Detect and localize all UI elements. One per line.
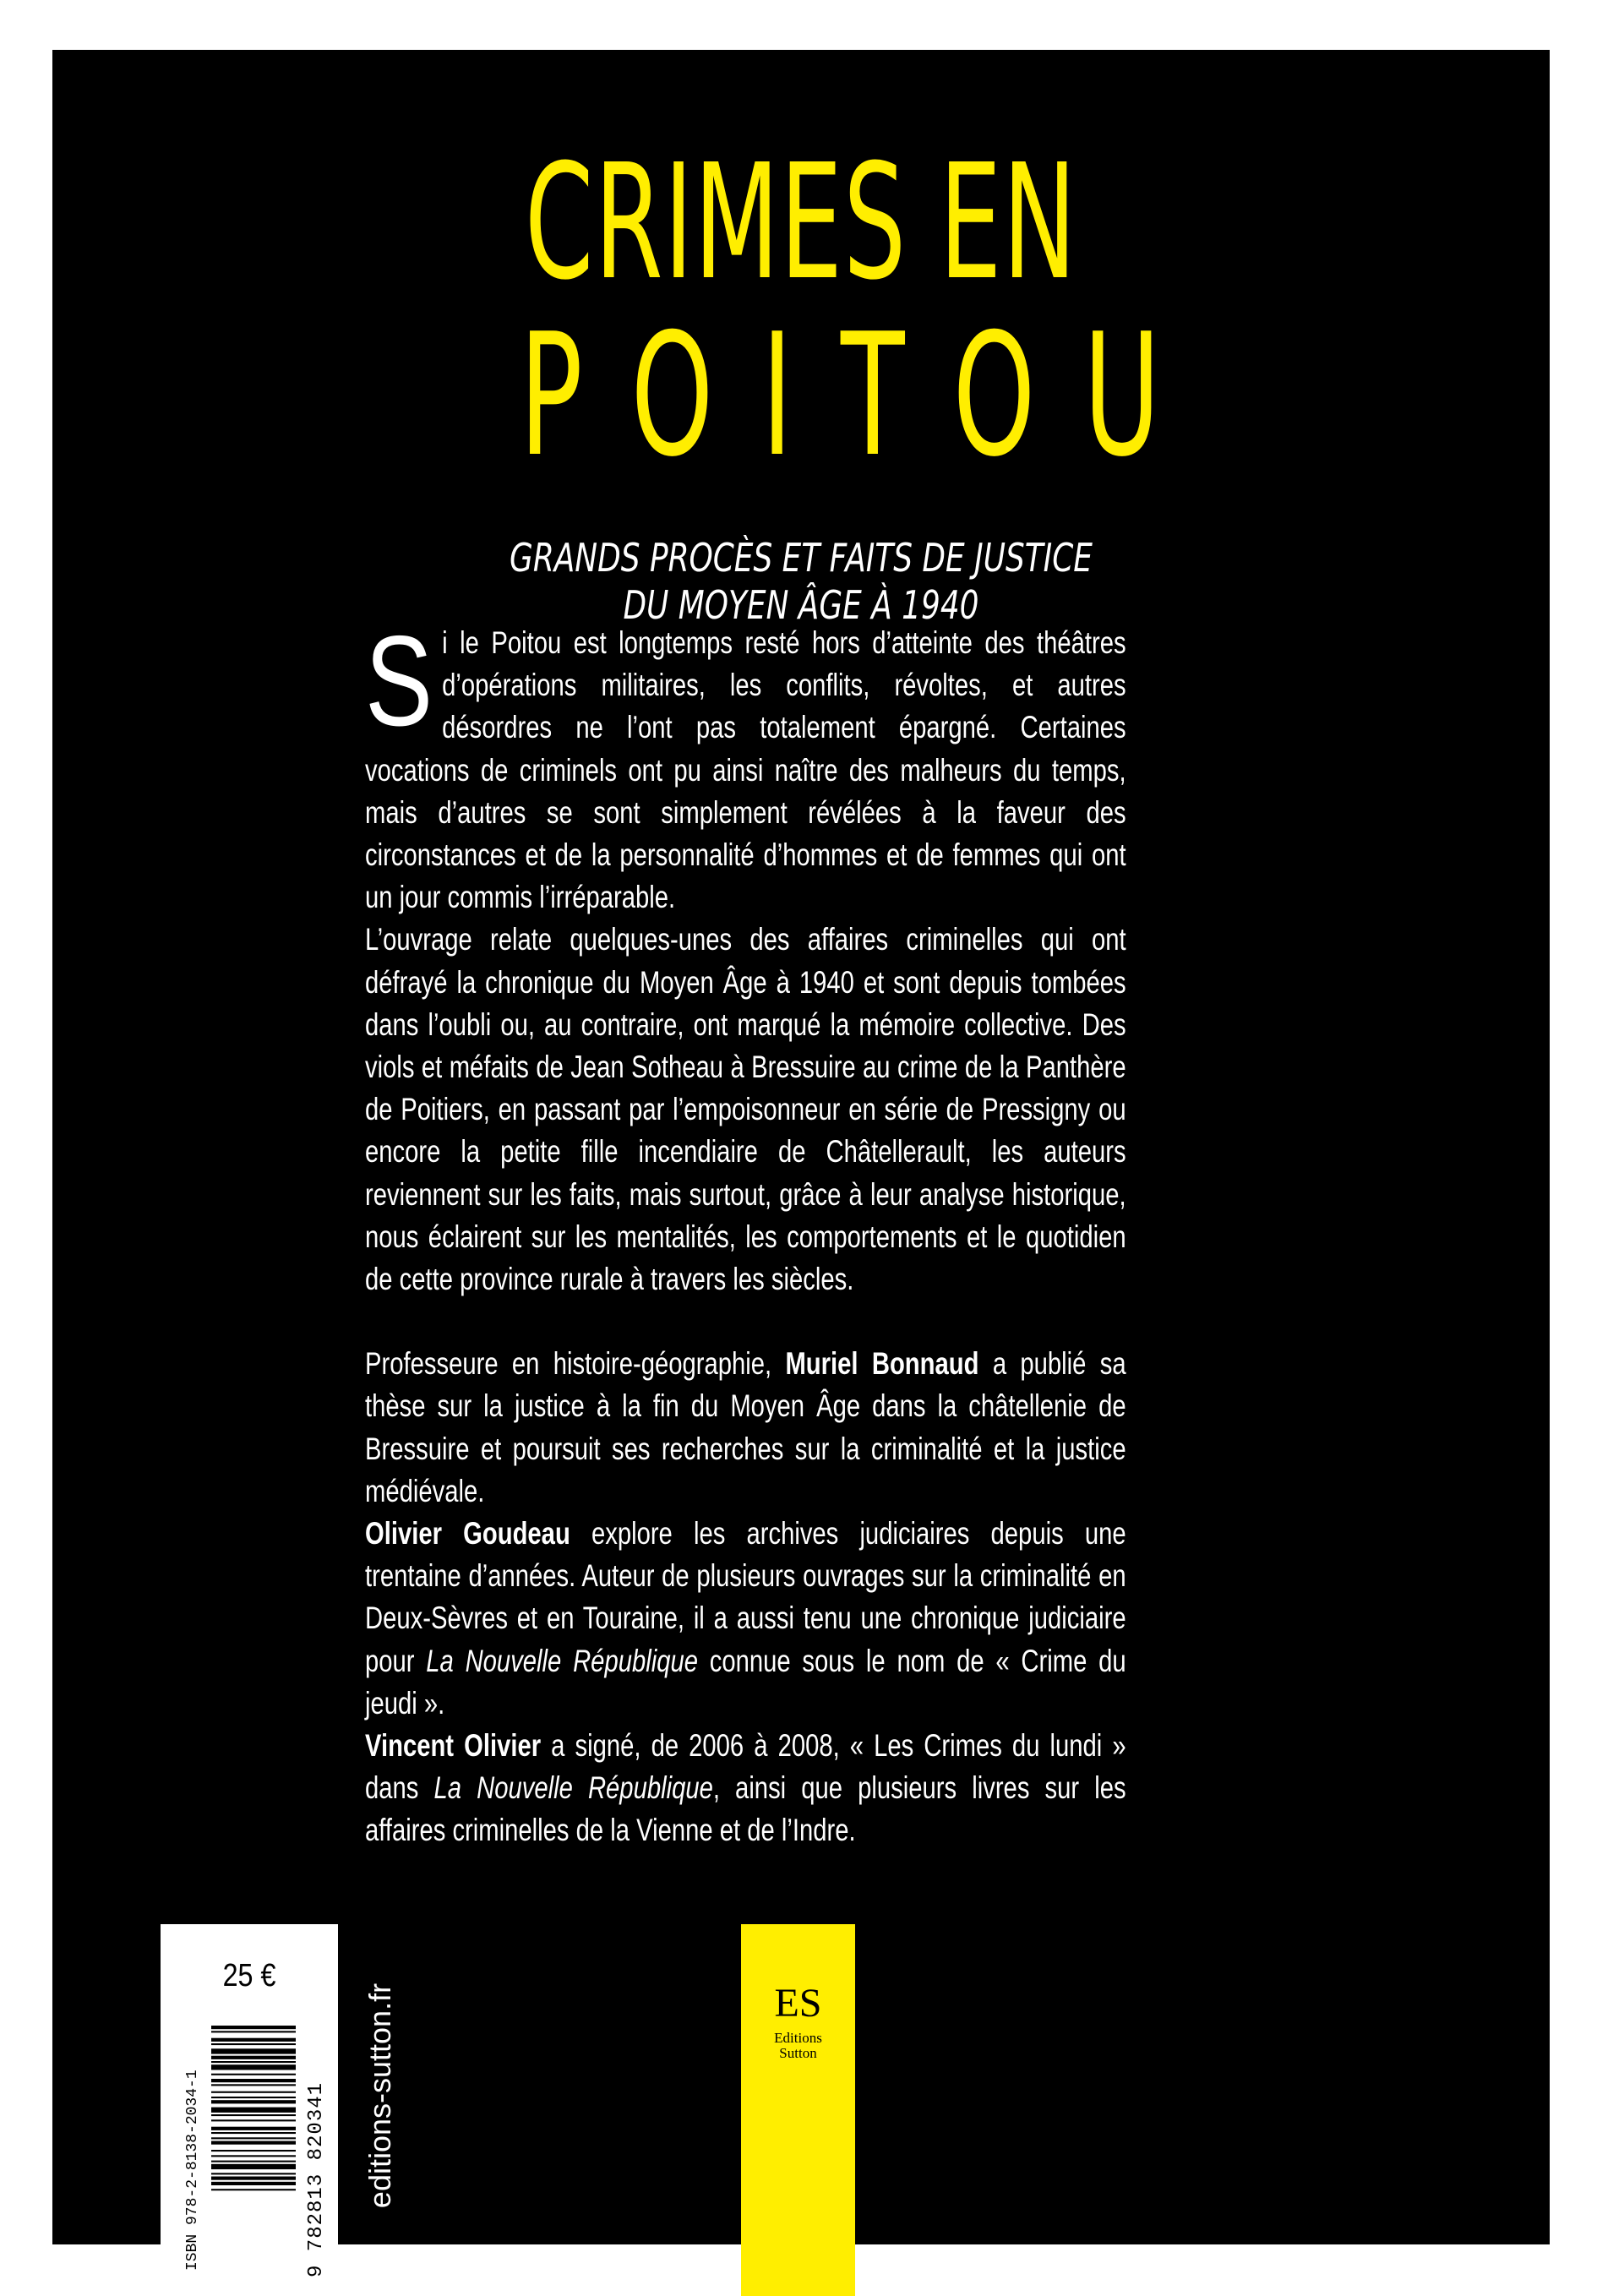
barcode-bar [211,2150,296,2151]
author-bio-1-text: a publié sa thèse sur la justice à la fin du Moyen Âge dans la châtellenie de Bressuire et poursuit ses recherches sur la criminalité et la justice médiévale. [365,1346,1126,1508]
author-name-3: Vincent Olivier [365,1728,542,1764]
subtitle-line-2: DU MOYEN ÂGE À 1940 [623,582,979,628]
author-bio-2-text: explore les archives judiciaires depuis une trentaine d’années. Auteur de plusieurs ouvrages sur la criminalité en Deux-Sèvres et en Touraine, il a aussi tenu une chronique judiciaire pour [365,1516,1126,1678]
barcode-bars [211,2026,296,2190]
barcode-bar [211,2043,296,2045]
barcode-bar [211,2056,296,2059]
price-label: 25 € [222,1958,276,1993]
author-name-1: Muriel Bonnaud [785,1346,979,1382]
publisher-logo-text [741,2031,855,2061]
barcode-bar [211,2048,296,2053]
barcode-bar [211,2141,296,2145]
blurb-text [365,609,1126,1852]
barcode-bar [211,2189,296,2190]
website-url[interactable] [355,1927,406,2265]
barcode-bar [211,2091,296,2093]
barcode-bar [211,2132,296,2134]
barcode-bar [211,2108,296,2113]
barcode-bar [211,2064,296,2070]
barcode-bar [211,2182,296,2185]
isbn-label: ISBN 978-2-8138-2034-1 [184,2070,201,2271]
author-bio-3 [365,1725,1126,1852]
blurb-paragraph-2: L’ouvrage relate quelques-unes des affaires criminelles qui ont défrayé la chronique du Moyen Âge à 1940 et sont depuis tombées dans l’oubli ou, au contraire, ont marqué la mémoire collective. Des viols et méfaits de Jean Sotheau à Bressuire au crime de la Panthère de Poitiers, en passant par l’empoisonneur en série de Pressigny ou encore la petite fille incendiaire de Châtellerault, les auteurs reviennent sur les faits, mais surtout, grâce à leur analyse historique, nous éclairent sur les mentalités, les comportements et le quotidien de cette province rurale à travers les siècles. [365,922,1126,1297]
barcode-number: 9 782813 820341 [305,2081,328,2277]
barcode-bar [211,2114,296,2116]
title-line-1: CRIMES EN [524,130,1078,315]
barcode-bar [211,2038,296,2042]
barcode-bar [211,2100,296,2103]
paragraph-gap [365,1301,1126,1343]
publisher-band [741,1924,855,2296]
website-text[interactable]: editions-sutton.fr [362,1982,397,2209]
barcode [161,1924,338,2296]
barcode-bar [211,2061,296,2063]
blurb-paragraph-1-text: i le Poitou est longtemps resté hors d’atteinte des théâtres d’opérations militaires, les conflits, révoltes, et autres désordres ne l’ont pas totalement épargné. Certaines vocations de criminels ont pu ainsi naître des malheurs du temps, mais d’autres se sont simplement révélées à la faveur des circonstances et de la personnalité d’hommes et de femmes qui ont un jour commis l’irréparable. [365,625,1126,915]
author-bio-3-text: a signé, de 2006 à 2008, « Les Crimes du lundi » dans [365,1728,1126,1806]
barcode-bar [211,2084,296,2086]
author-bio-1 [365,1343,1126,1513]
newspaper-title: La Nouvelle République [426,1643,698,1678]
newspaper-title: La Nouvelle République [433,1770,713,1806]
barcode-bar [211,2127,296,2130]
author-bio-2-end: connue sous le nom de « Crime du jeudi ». [365,1643,1126,1721]
author-bio-2 [365,1513,1126,1725]
barcode-box [161,1924,338,2296]
barcode-bar [211,2074,296,2075]
barcode-bar [211,2155,296,2157]
barcode-bar [211,2164,296,2169]
barcode-bar [211,2097,296,2098]
barcode-bar [211,2177,296,2180]
barcode-bar [211,2161,296,2162]
barcode-bar [211,2119,296,2121]
subtitle-line-1: GRANDS PROCÈS ET FAITS DE JUSTICE [510,535,1093,581]
blurb-paragraph-1 [365,609,1126,919]
barcode-bar [211,2079,296,2082]
author-bio-1-intro: Professeure en histoire-géographie, [365,1346,786,1382]
drop-cap: S [365,609,433,753]
barcode-bar [211,2137,296,2139]
title-line-2: POITOU [519,297,1209,494]
publisher-name-line-1: Editions [774,2030,822,2046]
barcode-bar [211,2031,296,2032]
publisher-logo-mark: ES [774,1981,822,2026]
barcode-bar [211,2173,296,2174]
author-name-2: Olivier Goudeau [365,1516,570,1552]
publisher-name-line-2: Sutton [779,2045,817,2061]
barcode-bar [211,2026,296,2029]
author-bio-3-end: , ainsi que plusieurs livres sur les affaires criminelles de la Vienne et de l’Indre. [365,1770,1126,1848]
